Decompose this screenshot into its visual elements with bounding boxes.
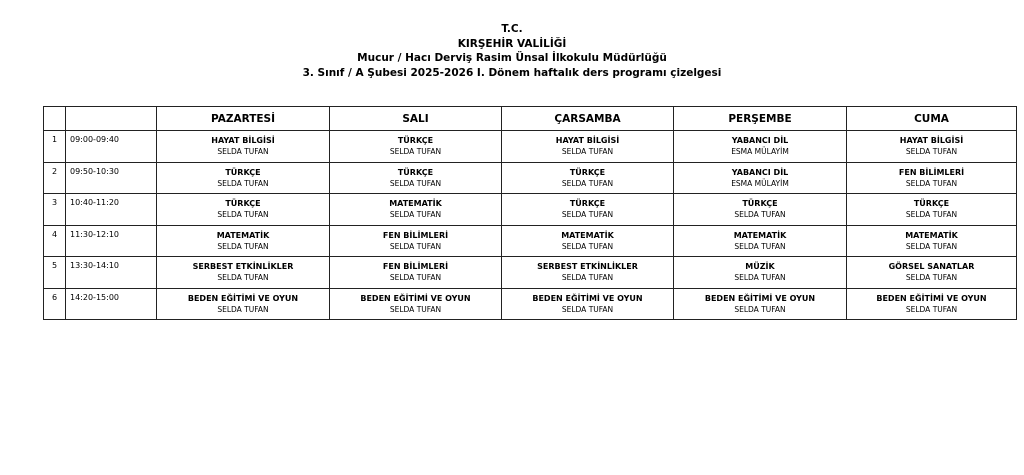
period-number: 2 — [44, 162, 66, 194]
lesson-teacher: SELDA TUFAN — [734, 273, 786, 283]
lesson-subject: TÜRKÇE — [225, 167, 261, 177]
lesson-teacher: SELDA TUFAN — [561, 178, 614, 188]
header-cell-day: PAZARTESİ — [157, 107, 330, 131]
table-row — [44, 225, 1017, 257]
header-cell-num — [44, 107, 66, 131]
lesson-cell — [330, 194, 502, 226]
lesson-subject: SERBEST ETKİNLİKLER — [192, 262, 294, 272]
lesson-subject: MÜZİK — [745, 262, 775, 272]
lesson-teacher: SELDA TUFAN — [389, 304, 442, 314]
lesson-cell — [674, 194, 847, 226]
lesson-subject: HAYAT BİLGİSİ — [899, 136, 964, 146]
lesson-cell — [847, 194, 1017, 226]
period-time: 11:30-12:10 — [66, 225, 157, 257]
lesson-teacher: SELDA TUFAN — [389, 178, 442, 188]
lesson-teacher: SELDA TUFAN — [217, 210, 269, 220]
period-time: 10:40-11:20 — [66, 194, 157, 226]
period-number: 3 — [44, 194, 66, 226]
header-line-school: Mucur / Hacı Derviş Rasim Ünsal İlkokulu Müdürlüğü — [357, 52, 667, 64]
period-time: 09:50-10:30 — [66, 162, 157, 194]
lesson-teacher: SELDA TUFAN — [561, 210, 614, 220]
lesson-subject: TÜRKÇE — [569, 167, 606, 177]
period-number: 5 — [44, 257, 66, 289]
lesson-subject: BEDEN EĞİTİMİ VE OYUN — [532, 293, 643, 303]
lesson-teacher: SELDA TUFAN — [217, 241, 269, 251]
lesson-subject: SERBEST ETKİNLİKLER — [537, 262, 638, 272]
lesson-cell — [674, 257, 847, 289]
lesson-teacher: SELDA TUFAN — [905, 304, 958, 314]
lesson-subject: TÜRKÇE — [397, 167, 434, 177]
lesson-teacher: SELDA TUFAN — [905, 147, 958, 157]
lesson-subject: BEDEN EĞİTİMİ VE OYUN — [876, 293, 987, 303]
lesson-teacher: SELDA TUFAN — [561, 147, 614, 157]
lesson-subject: MATEMATİK — [389, 199, 442, 209]
lesson-subject: TÜRKÇE — [397, 136, 434, 146]
table-row — [44, 257, 1017, 289]
lesson-teacher: SELDA TUFAN — [561, 241, 614, 251]
lesson-subject: GÖRSEL SANATLAR — [888, 262, 975, 272]
lesson-subject: TÜRKÇE — [225, 199, 261, 209]
lesson-subject: MATEMATİK — [733, 230, 787, 240]
lesson-subject: TÜRKÇE — [913, 199, 950, 209]
lesson-subject: MATEMATİK — [216, 230, 270, 240]
lesson-cell — [157, 131, 330, 163]
lesson-teacher: SELDA TUFAN — [734, 304, 786, 314]
lesson-teacher: SELDA TUFAN — [905, 210, 958, 220]
lesson-teacher: SELDA TUFAN — [561, 304, 614, 314]
lesson-teacher: SELDA TUFAN — [905, 241, 958, 251]
lesson-teacher: SELDA TUFAN — [217, 147, 269, 157]
lesson-cell — [157, 162, 330, 194]
lesson-subject: FEN BİLİMLERİ — [382, 230, 449, 240]
lesson-teacher: SELDA TUFAN — [734, 241, 786, 251]
lesson-teacher: SELDA TUFAN — [217, 304, 269, 314]
header-cell-day: SALI — [330, 107, 502, 131]
lesson-teacher: SELDA TUFAN — [734, 210, 786, 220]
lesson-cell — [157, 194, 330, 226]
lesson-teacher: SELDA TUFAN — [561, 273, 614, 283]
table-row — [44, 194, 1017, 226]
table-row — [44, 131, 1017, 163]
lesson-subject: YABANCI DİL — [731, 167, 789, 177]
table-row — [44, 288, 1017, 320]
lesson-teacher: SELDA TUFAN — [217, 273, 269, 283]
period-number: 4 — [44, 225, 66, 257]
lesson-cell — [502, 131, 674, 163]
header-line-valilik: KIRŞEHİR VALİLİĞİ — [457, 37, 567, 50]
lesson-cell — [847, 288, 1017, 320]
lesson-cell — [847, 225, 1017, 257]
header-line-schedule-title: 3. Sınıf / A Şubesi 2025-2026 I. Dönem haftalık ders programı çizelgesi — [302, 66, 722, 79]
header-cell-day: ÇARSAMBA — [502, 107, 674, 131]
lesson-subject: HAYAT BİLGİSİ — [555, 136, 620, 146]
weekly-schedule-table — [43, 106, 1017, 320]
header-cell-day: PERŞEMBE — [674, 107, 847, 131]
lesson-subject: HAYAT BİLGİSİ — [211, 136, 275, 146]
period-time: 13:30-14:10 — [66, 257, 157, 289]
lesson-cell — [847, 162, 1017, 194]
lesson-cell — [674, 225, 847, 257]
lesson-cell — [502, 225, 674, 257]
lesson-cell — [157, 225, 330, 257]
period-number: 1 — [44, 131, 66, 163]
document-header — [0, 22, 1024, 80]
lesson-cell — [330, 131, 502, 163]
lesson-cell — [502, 162, 674, 194]
lesson-teacher: SELDA TUFAN — [905, 273, 958, 283]
lesson-subject: YABANCI DİL — [731, 136, 789, 146]
lesson-cell — [330, 257, 502, 289]
table-row — [44, 162, 1017, 194]
lesson-cell — [502, 288, 674, 320]
lesson-subject: BEDEN EĞİTİMİ VE OYUN — [360, 293, 471, 303]
lesson-subject: TÜRKÇE — [742, 199, 778, 209]
lesson-cell — [502, 194, 674, 226]
lesson-teacher: SELDA TUFAN — [389, 273, 442, 283]
period-time: 14:20-15:00 — [66, 288, 157, 320]
lesson-cell — [330, 288, 502, 320]
lesson-subject: MATEMATİK — [561, 230, 614, 240]
header-line-tc: T.C. — [501, 23, 523, 35]
lesson-subject: FEN BİLİMLERİ — [898, 167, 965, 177]
lesson-cell — [330, 162, 502, 194]
lesson-subject: BEDEN EĞİTİMİ VE OYUN — [187, 293, 299, 303]
lesson-teacher: SELDA TUFAN — [217, 178, 269, 188]
period-time: 09:00-09:40 — [66, 131, 157, 163]
lesson-teacher: ESMA MÜLAYİM — [731, 147, 789, 157]
lesson-cell — [502, 257, 674, 289]
header-cell-time — [66, 107, 157, 131]
period-number: 6 — [44, 288, 66, 320]
lesson-cell — [157, 257, 330, 289]
lesson-cell — [674, 162, 847, 194]
lesson-cell — [674, 131, 847, 163]
lesson-subject: BEDEN EĞİTİMİ VE OYUN — [704, 293, 816, 303]
lesson-teacher: SELDA TUFAN — [389, 241, 442, 251]
table-header-row — [44, 107, 1017, 131]
lesson-teacher: SELDA TUFAN — [905, 178, 958, 188]
lesson-teacher: ESMA MÜLAYİM — [731, 178, 789, 188]
lesson-cell — [330, 225, 502, 257]
lesson-cell — [157, 288, 330, 320]
lesson-cell — [674, 288, 847, 320]
header-cell-day: CUMA — [847, 107, 1017, 131]
lesson-subject: TÜRKÇE — [569, 199, 606, 209]
lesson-teacher: SELDA TUFAN — [389, 210, 442, 220]
lesson-subject: FEN BİLİMLERİ — [382, 262, 449, 272]
lesson-subject: MATEMATİK — [905, 230, 958, 240]
lesson-cell — [847, 257, 1017, 289]
lesson-cell — [847, 131, 1017, 163]
lesson-teacher: SELDA TUFAN — [389, 147, 442, 157]
